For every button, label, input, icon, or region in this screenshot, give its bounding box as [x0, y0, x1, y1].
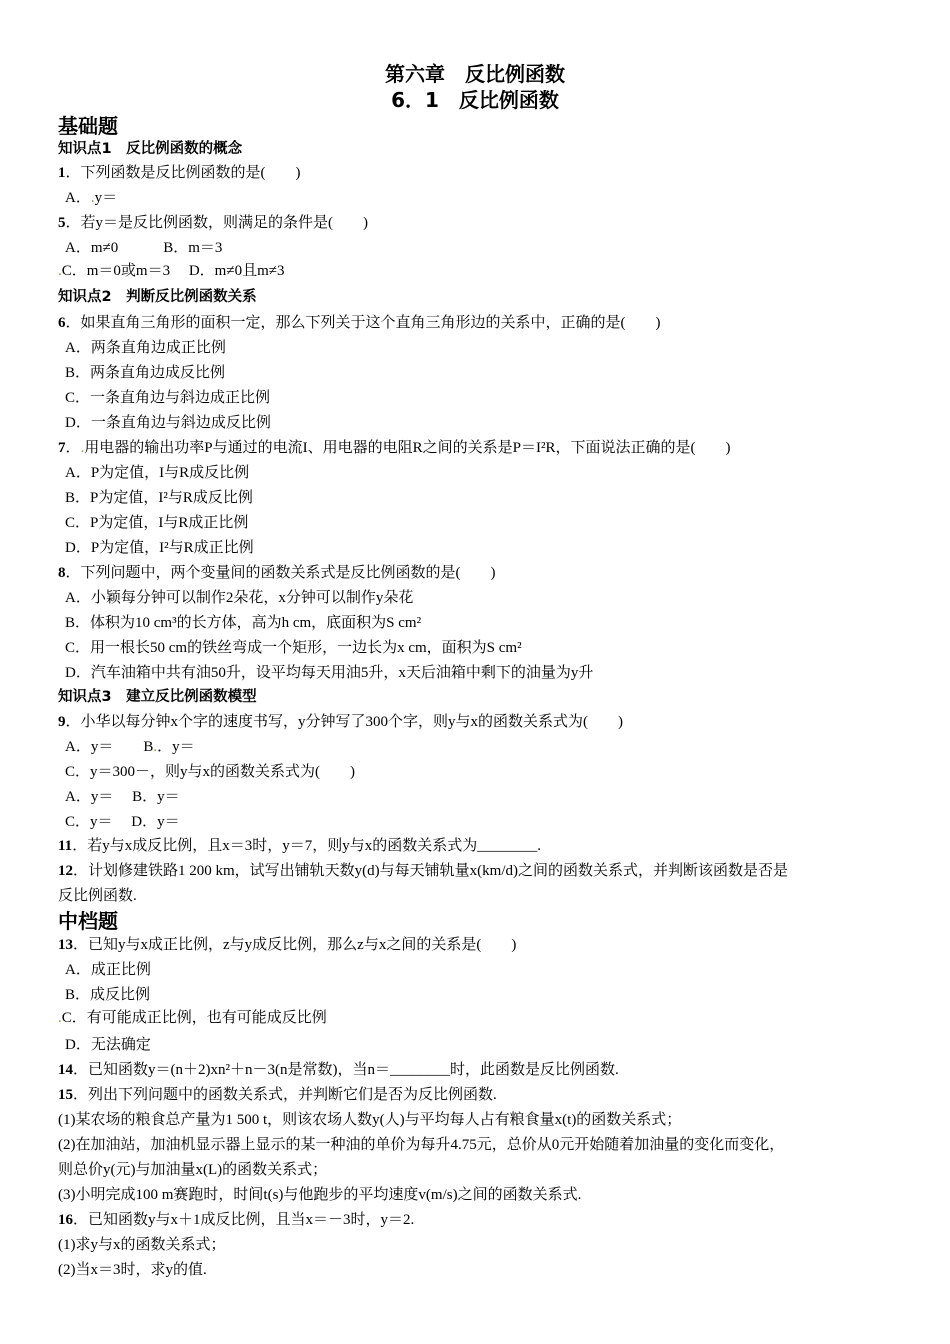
question-number: 9	[58, 714, 66, 730]
question-7-option-b: B．P为定值，I²与R成反比例	[65, 490, 253, 506]
section-heading-medium: 中档题	[58, 909, 118, 933]
question-12	[58, 861, 788, 881]
question-stem: ．已知函数y＝(n＋2)xn²＋n－3(n是常数)，当n＝________时，此函数是反比例函数.	[73, 1062, 619, 1078]
question-8-option-a: A．小颖每分钟可以制作2朵花，x分钟可以制作y朵花	[65, 590, 414, 606]
mark-dot: .	[58, 1010, 62, 1026]
section-title: 6．1 反比例函数	[391, 88, 559, 112]
question-13-option-d: D．无法确定	[65, 1037, 151, 1053]
question-separator: ．	[65, 440, 81, 456]
mark-dot: .	[58, 263, 62, 279]
question-stem: ．小华以每分钟x个字的速度书写，y分钟写了300个字，则y与x的函数关系式为( )	[65, 714, 623, 730]
question-13	[58, 935, 516, 955]
question-15-part-2: (2)在加油站，加油机显示器上显示的某一种油的单价为每升4.75元，总价从0元开始随着加油量的变化而变化，	[58, 1137, 785, 1153]
question-5-options-cd	[58, 261, 284, 281]
question-8-option-b: B．体积为10 cm³的长方体，高为h cm，底面积为S cm²	[65, 615, 422, 631]
question-9-options-ab	[65, 737, 195, 757]
question-15	[58, 1085, 497, 1105]
question-7-option-c: C．P为定值，I与R成正比例	[65, 515, 249, 531]
mark-dot: .	[153, 739, 158, 755]
question-number: 7	[58, 440, 66, 456]
question-12-continued: 反比例函数.	[58, 888, 137, 904]
question-1	[58, 163, 301, 183]
question-number: 16	[58, 1212, 73, 1228]
question-6-option-d: D．一条直角边与斜边成反比例	[65, 415, 271, 431]
question-1-option-a	[65, 188, 117, 208]
question-7	[58, 438, 730, 458]
question-number: 6	[58, 315, 66, 331]
question-6-option-b: B．两条直角边成反比例	[65, 365, 226, 381]
knowledge-point-1: 知识点1 反比例函数的概念	[58, 141, 243, 157]
question-13-option-c	[58, 1008, 327, 1028]
question-5-options-ab: A．m≠0 B．m＝3	[65, 240, 223, 256]
question-stem: ．已知y与x成正比例，z与y成反比例，那么z与x之间的关系是( )	[73, 937, 517, 953]
question-stem: ．若y＝是反比例函数，则满足的条件是( )	[65, 215, 368, 231]
option-label: A．	[65, 190, 91, 206]
question-16-part-2: (2)当x＝3时，求y的值.	[58, 1262, 207, 1278]
question-6-option-c: C．一条直角边与斜边成正比例	[65, 390, 271, 406]
question-13-option-b: B．成反比例	[65, 987, 151, 1003]
question-stem: ．已知函数y与x＋1成反比例，且当x＝－3时，y＝2.	[73, 1212, 415, 1228]
chapter-title: 第六章 反比例函数	[385, 62, 565, 86]
question-6-option-a: A．两条直角边成正比例	[65, 340, 226, 356]
mark-dot: .	[90, 190, 95, 206]
question-16-part-1: (1)求y与x的函数关系式；	[58, 1237, 226, 1253]
question-number: 14	[58, 1062, 73, 1078]
question-7-option-a: A．P为定值，I与R成反比例	[65, 465, 250, 481]
option-text: ．y＝	[157, 739, 195, 755]
question-5	[58, 213, 368, 233]
question-stem: ．下列问题中，两个变量间的函数关系式是反比例函数的是( )	[65, 565, 496, 581]
question-16	[58, 1210, 414, 1230]
question-stem: 用电器的输出功率P与通过的电流I、用电器的电阻R之间的关系是P＝I²R，下面说法正确的是( )	[84, 440, 731, 456]
option-text: C．有可能成正比例，也有可能成反比例	[61, 1010, 327, 1026]
question-15-part-1: (1)某农场的粮食总产量为1 500 t，则该农场人数y(人)与平均每人占有粮食量x(t)的函数关系式；	[58, 1112, 682, 1128]
question-13-option-a: A．成正比例	[65, 962, 151, 978]
question-number: 15	[58, 1087, 73, 1103]
question-number: 11	[58, 838, 73, 854]
question-9-options-ab-repeat: A．y＝ B．y＝	[65, 789, 180, 805]
question-8	[58, 563, 496, 583]
section-heading-basic: 基础题	[58, 114, 118, 138]
question-7-option-d: D．P为定值，I²与R成正比例	[65, 540, 254, 556]
question-stem: ．计划修建铁路1 200 km，试写出铺轨天数y(d)与每天铺轨量x(km/d)之间的函数关系式，并判断该函数是否是	[73, 863, 788, 879]
question-number: 12	[58, 863, 73, 879]
question-stem: ．如果直角三角形的面积一定，那么下列关于这个直角三角形边的关系中，正确的是( )	[65, 315, 661, 331]
option-text: C．m＝0或m＝3 D．m≠0且m≠3	[61, 263, 285, 279]
question-8-option-c: C．用一根长50 cm的铁丝弯成一个矩形，一边长为x cm，面积为S cm²	[65, 640, 522, 656]
question-15-part-2-continued: 则总价y(元)与加油量x(L)的函数关系式；	[58, 1162, 328, 1178]
question-8-option-d: D．汽车油箱中共有油50升，设平均每天用油5升，x天后油箱中剩下的油量为y升	[65, 665, 594, 681]
question-stem: ．若y与x成反比例，且x＝3时，y＝7，则y与x的函数关系式为________.	[72, 838, 541, 854]
question-11	[58, 836, 541, 856]
question-number: 8	[58, 565, 66, 581]
question-number: 13	[58, 937, 73, 953]
question-number: 5	[58, 215, 66, 231]
option-text: y＝	[94, 190, 118, 206]
option-text: A．y＝ B	[65, 739, 154, 755]
mark-dot: .	[80, 440, 85, 456]
question-14	[58, 1060, 619, 1080]
question-9-options-cd: C．y＝ D．y＝	[65, 814, 180, 830]
question-stem: ．列出下列问题中的函数关系式，并判断它们是否为反比例函数.	[73, 1087, 497, 1103]
question-number: 1	[58, 165, 66, 181]
knowledge-point-2: 知识点2 判断反比例函数关系	[58, 289, 257, 305]
question-6	[58, 313, 661, 333]
question-9	[58, 712, 623, 732]
question-9-option-c: C．y＝300－，则y与x的函数关系式为( )	[65, 764, 355, 780]
question-stem: ．下列函数是反比例函数的是( )	[65, 165, 301, 181]
knowledge-point-3: 知识点3 建立反比例函数模型	[58, 689, 257, 705]
question-15-part-3: (3)小明完成100 m赛跑时，时间t(s)与他跑步的平均速度v(m/s)之间的函数关系式.	[58, 1187, 582, 1203]
